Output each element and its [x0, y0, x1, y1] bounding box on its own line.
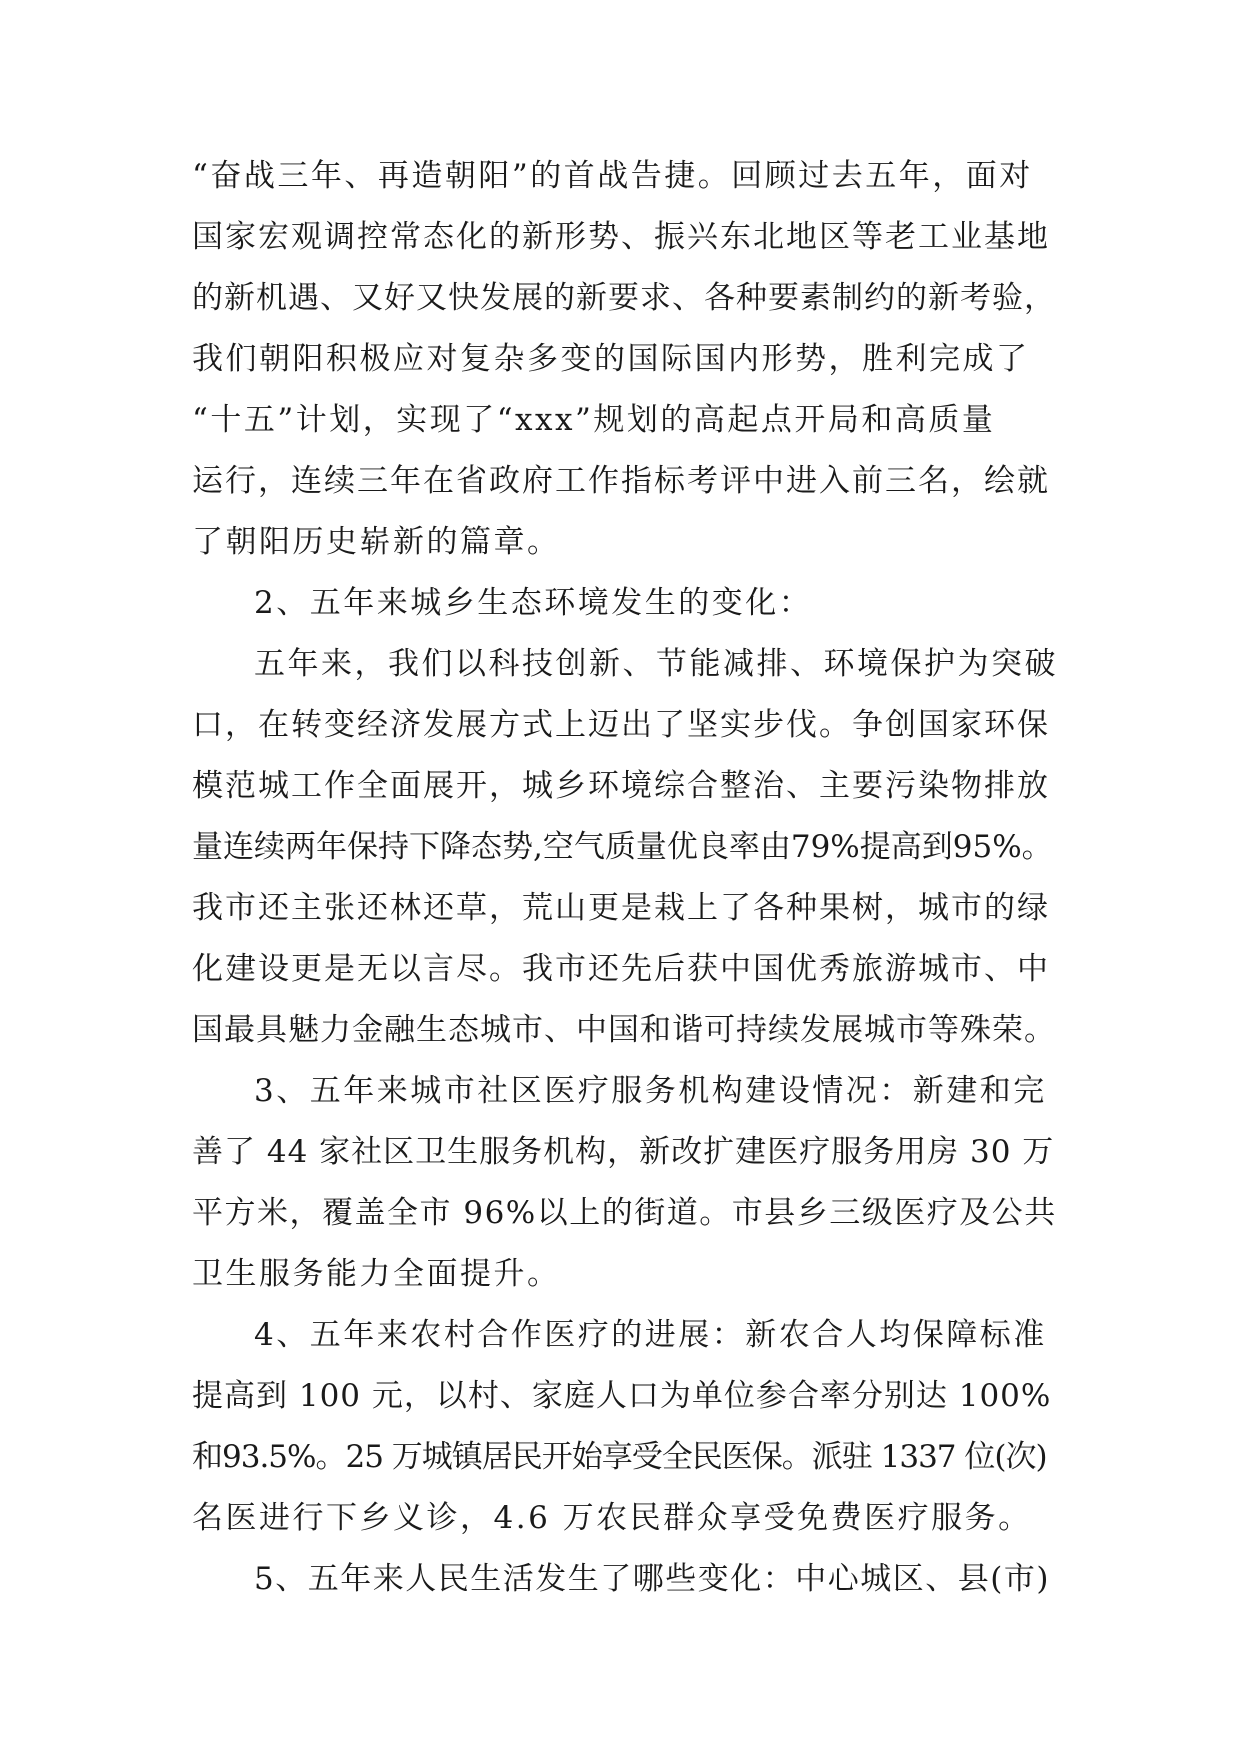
text-line: 2、五年来城乡生态环境发生的变化： — [254, 585, 813, 621]
text-line: 我市还主张还林还草，荒山更是栽上了各种果树，城市的绿 — [192, 890, 1050, 926]
text-line: 的新机遇、又好又快发展的新要求、各种要素制约的新考验， — [192, 280, 1056, 316]
text-line: 模范城工作全面展开，城乡环境综合整治、主要污染物排放 — [192, 768, 1050, 804]
text-line: 五年来，我们以科技创新、节能减排、环境保护为突破 — [254, 646, 1058, 682]
document-body — [192, 146, 1062, 1610]
text-line: 化建设更是无以言尽。我市还先后获中国优秀旅游城市、中 — [192, 951, 1050, 987]
text-line: 3、五年来城市社区医疗服务机构建设情况：新建和完 — [254, 1073, 1047, 1109]
text-line: “奋战三年、再造朝阳”的首战告捷。回顾过去五年，面对 — [192, 158, 1033, 194]
text-line: 平方米，覆盖全市 96%以上的街道。市县乡三级医疗及公共 — [192, 1195, 1057, 1231]
text-line: 卫生服务能力全面提升。 — [192, 1256, 561, 1292]
text-line: 善了 44 家社区卫生服务机构，新改扩建医疗服务用房 30 万 — [192, 1134, 1055, 1170]
text-line: 4、五年来农村合作医疗的进展：新农合人均保障标准 — [254, 1317, 1047, 1353]
text-line: 口，在转变经济发展方式上迈出了坚实步伐。争创国家环保 — [192, 707, 1050, 743]
text-line: 5、五年来人民生活发生了哪些变化：中心城区、县(市) — [254, 1561, 1050, 1597]
text-line: 了朝阳历史崭新的篇章。 — [192, 524, 561, 560]
text-line: “十五”计划，实现了“xxx”规划的高起点开局和高质量 — [192, 402, 996, 438]
text-line: 我们朝阳积极应对复杂多变的国际国内形势，胜利完成了 — [192, 341, 1030, 377]
text-line: 国家宏观调控常态化的新形势、振兴东北地区等老工业基地 — [192, 219, 1050, 255]
text-line: 提高到 100 元，以村、家庭人口为单位参合率分别达 100% — [192, 1378, 1052, 1414]
text-line: 量连续两年保持下降态势,空气质量优良率由79%提高到95%。 — [192, 829, 1053, 865]
text-line: 名医进行下乡义诊，4.6 万农民群众享受免费医疗服务。 — [192, 1500, 1032, 1536]
text-line: 国最具魅力金融生态城市、中国和谐可持续发展城市等殊荣。 — [192, 1012, 1056, 1048]
text-line: 运行，连续三年在省政府工作指标考评中进入前三名，绘就 — [192, 463, 1050, 499]
text-line: 和93.5%。25 万城镇居民开始享受全民医保。派驻 1337 位(次) — [192, 1439, 1047, 1475]
